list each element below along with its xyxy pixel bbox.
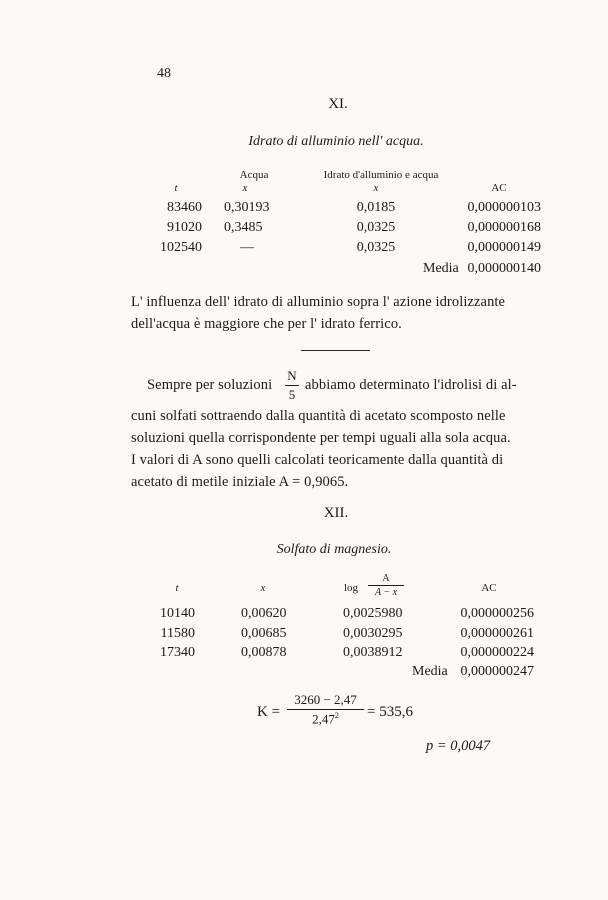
cell-log: 0,0025980 [343,606,403,621]
cell-t: 17340 [160,645,195,660]
cell-ac: 0,000000224 [460,645,534,660]
media-label: Media [412,664,448,679]
formula-numerator: 3260 − 2,47 [294,692,357,707]
cell-t: 10140 [160,606,195,621]
header-t: t [175,582,179,594]
cell-ac: 0,000000261 [460,626,534,641]
cell-idrato: 0,0325 [356,220,396,235]
paragraph-2-line-1b: abbiamo determinato l'idrolisi di al- [305,377,517,393]
header-idrato: Idrato d'alluminio e acqua [323,169,439,181]
cell-t: 102540 [160,240,202,255]
header-idrato-x: x [373,182,379,194]
section-separator [301,350,370,351]
paragraph-1-line-2: dell'acqua è maggiore che per l' idrato ferrico. [131,316,402,332]
cell-idrato: 0,0325 [356,240,396,255]
paragraph-2-line-3: soluzioni quella corrispondente per tempi uguali alla sola acqua. [131,430,511,446]
paragraph-2-line-4: I valori di A sono quelli calcolati teoricamente dalla quantità di [131,452,504,468]
media-label: Media [423,261,459,276]
media-value: 0,000000247 [460,664,534,679]
log-numerator: A [382,573,390,584]
cell-idrato: 0,0185 [356,200,396,215]
header-log-fraction [368,573,404,598]
cell-x: 0,00620 [241,606,287,621]
cell-acqua: 0,30193 [224,200,270,215]
formula-fraction [287,692,364,727]
cell-x: 0,00878 [241,645,287,660]
formula-rhs: = 535,6 [367,704,413,720]
cell-acqua: 0,3485 [224,220,263,235]
header-x: x [260,582,266,594]
cell-x: 0,00685 [241,626,287,641]
header-acqua-x: x [242,182,248,194]
formula-denominator [287,711,364,727]
section-xi-numeral: XI. [328,96,348,112]
section-xii-numeral: XII. [323,505,349,521]
p-value: p = 0,0047 [426,738,491,754]
cell-acqua: — [240,240,254,255]
formula-fraction-bar [287,709,364,710]
cell-ac: 0,000000149 [467,240,541,255]
fraction-numerator: N [287,368,297,383]
cell-log: 0,0030295 [343,626,403,641]
section-xii-title: Solfato di magnesio. [276,542,392,557]
header-acqua: Acqua [239,169,269,181]
formula-denominator-base: 2,47 [312,711,335,727]
cell-t: 91020 [167,220,202,235]
page-number: 48 [157,66,171,81]
header-t: t [174,182,178,194]
paragraph-2-line-2: cuni solfati sottraendo dalla quantità di acetato scomposto nelle [131,408,506,424]
fraction-n-over-5 [285,368,299,403]
cell-t: 83460 [167,200,202,215]
cell-ac: 0,000000256 [460,606,534,621]
section-xi-title: Idrato di alluminio nell' acqua. [248,134,424,149]
cell-log: 0,0038912 [343,645,403,660]
paragraph-2-line-5: acetato di metile iniziale A = 0,9065. [131,474,349,490]
fraction-denominator: 5 [288,387,296,402]
paragraph-2-line-1a: Sempre per soluzioni [147,377,273,393]
header-log: log [344,582,359,594]
log-denominator: A − x [374,587,398,598]
log-fraction-bar [368,585,404,586]
paragraph-1-line-1: L' influenza dell' idrato di alluminio sopra l' azione idrolizzante [131,294,506,310]
media-value: 0,000000140 [467,261,541,276]
header-ac: AC [491,182,507,194]
formula-denominator-exponent: 2 [334,711,339,720]
header-ac: AC [481,582,497,594]
cell-t: 11580 [160,626,195,641]
cell-ac: 0,000000168 [467,220,541,235]
formula-lhs: K = [257,704,281,720]
cell-ac: 0,000000103 [467,200,541,215]
fraction-bar [285,385,299,386]
